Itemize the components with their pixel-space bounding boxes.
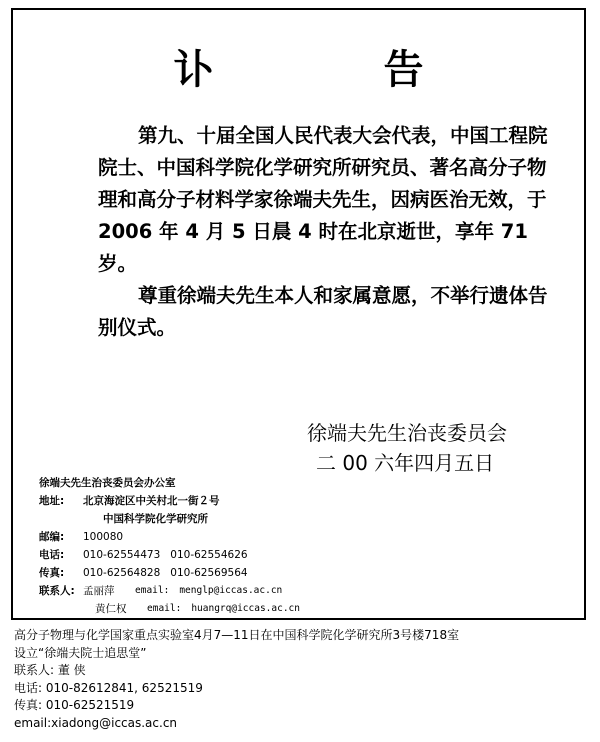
signature-block [307, 418, 507, 478]
address-line-2: 中国科学院化学研究所 [103, 513, 208, 525]
memorial-info [14, 627, 594, 732]
memorial-line-1: 高分子物理与化学国家重点实验室4月7—11日在中国科学院化学研究所3号楼718室 [14, 628, 460, 642]
address-row-2 [39, 510, 300, 528]
notice-body [98, 120, 558, 344]
fax-value-1: 010-62564828 [83, 567, 161, 579]
address-label: 地址: [39, 495, 65, 507]
signature-date: 二 00 六年四月五日 [316, 451, 495, 475]
postcode-row [39, 528, 300, 546]
memorial-phone: 电话: 010-82612841, 62521519 [14, 680, 203, 695]
contact-name-2: 黄仁权 [95, 603, 127, 615]
fax-value-2: 010-62569564 [170, 567, 248, 579]
postcode-label: 邮编: [39, 531, 65, 543]
memorial-contact: 联系人: 董 侠 [14, 663, 86, 677]
contact-email-label-2: email: [147, 603, 182, 614]
phone-value-2: 010-62554626 [170, 549, 248, 561]
contact-name-1: 孟丽萍 [83, 585, 115, 597]
memorial-fax: 传真: 010-62521519 [14, 698, 135, 712]
memorial-email[interactable]: email:xiadong@iccas.ac.cn [14, 715, 178, 730]
phone-value-1: 010-62554473 [83, 549, 161, 561]
notice-paragraph-2: 尊重徐端夫先生本人和家属意愿，不举行遗体告别仪式。 [98, 284, 548, 339]
notice-paragraph-1: 第九、十届全国人民代表大会代表，中国工程院院士、中国科学院化学研究所研究员、著名高分子物理和高分子材料学家徐端夫先生，因病医治无效，于 2006 年 4 月 5 日晨 4 时在北京逝世，享年 71 岁。 [98, 124, 548, 275]
fax-label: 传真: [39, 567, 65, 579]
memorial-line-2: 设立“徐端夫院士追思堂” [14, 645, 147, 660]
contact-email-2[interactable]: huangrq@iccas.ac.cn [191, 603, 300, 614]
address-line-1: 北京海淀区中关村北一街２号 [83, 495, 220, 507]
postcode-value: 100080 [83, 531, 124, 543]
contact-email-label-1: email: [135, 585, 170, 596]
notice-title: 讣 告 [173, 47, 502, 93]
contact-label: 联系人: [39, 585, 75, 597]
contact-row-2 [39, 600, 300, 618]
phone-label: 电话: [39, 549, 65, 561]
contact-row-1 [39, 582, 300, 600]
office-info [39, 474, 300, 618]
signature-committee: 徐端夫先生治丧委员会 [307, 421, 507, 445]
address-row [39, 492, 300, 510]
fax-row [39, 564, 300, 582]
office-heading: 徐端夫先生治丧委员会办公室 [39, 477, 176, 489]
contact-email-1[interactable]: menglp@iccas.ac.cn [179, 585, 283, 596]
phone-row [39, 546, 300, 564]
